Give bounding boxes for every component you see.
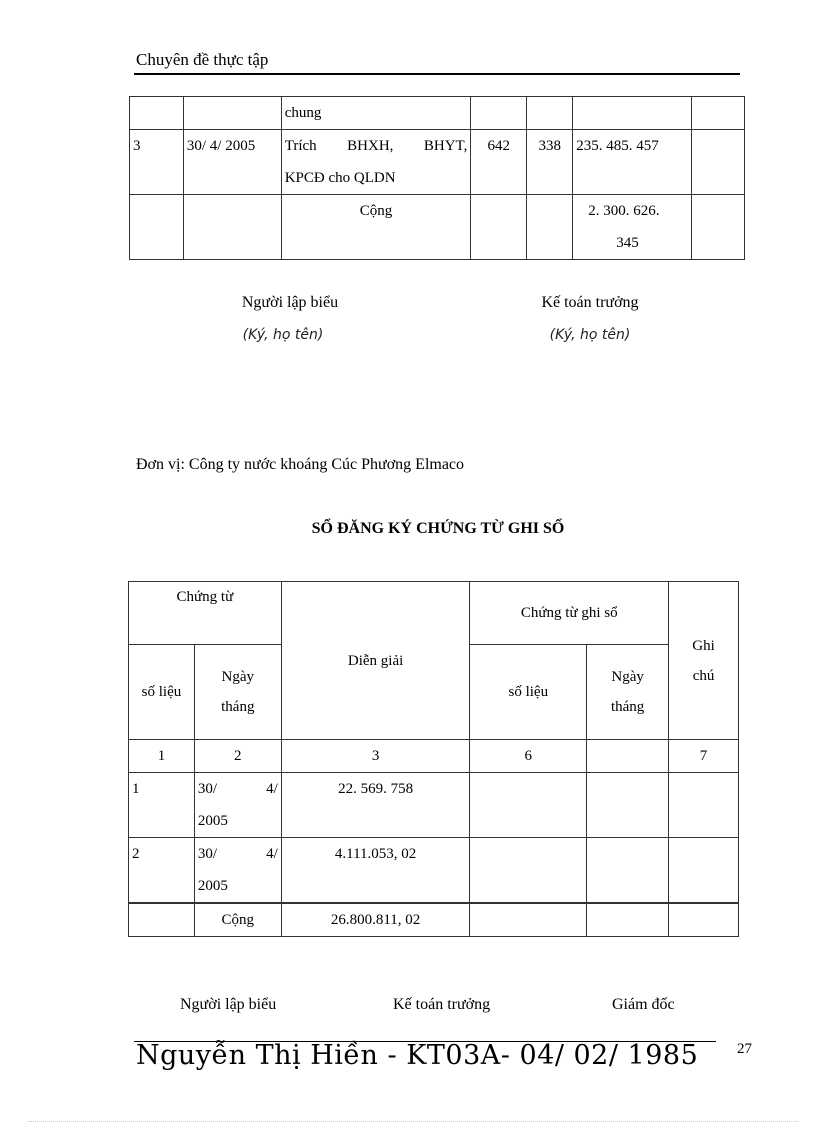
table-row bbox=[129, 773, 739, 838]
bottom-dotted-rule bbox=[28, 1121, 798, 1122]
ledger-table-continuation bbox=[129, 96, 745, 260]
header-note-line: Ghi bbox=[692, 637, 715, 654]
date-line bbox=[198, 773, 278, 805]
total-amount-line: 2. 300. 626. bbox=[588, 203, 660, 219]
voucher-register-table bbox=[128, 581, 739, 937]
header-row bbox=[129, 582, 739, 645]
cell-debit bbox=[471, 97, 527, 130]
column-number: 7 bbox=[669, 740, 739, 773]
cell-no bbox=[130, 195, 184, 260]
table-row bbox=[130, 130, 745, 195]
column-number: 1 bbox=[129, 740, 195, 773]
header-ledger-no: số liệu bbox=[470, 645, 587, 740]
header-ledger-date bbox=[587, 645, 669, 740]
date-part: 4/ bbox=[266, 781, 278, 797]
total-amount-line: 345 bbox=[616, 235, 639, 251]
column-number bbox=[587, 740, 669, 773]
cell-note bbox=[692, 195, 745, 260]
cell-note bbox=[692, 130, 745, 195]
cell-note bbox=[692, 97, 745, 130]
cell-no: 1 bbox=[129, 773, 195, 838]
signature-preparer-title: Người lập biểu bbox=[241, 294, 339, 311]
cell-empty bbox=[587, 904, 669, 937]
cell-note bbox=[669, 838, 739, 903]
column-number-row bbox=[129, 740, 739, 773]
date-part: 30/ bbox=[197, 781, 218, 797]
cell-date bbox=[183, 195, 281, 260]
cell-description: chung bbox=[281, 97, 471, 130]
description-line: KPCĐ cho QLDN bbox=[284, 170, 396, 186]
total-label: Cộng bbox=[194, 904, 281, 937]
cell-empty bbox=[669, 904, 739, 937]
footer-author: Nguyễn Thị Hiền - KT03A- 04/ 02/ 1985 bbox=[136, 1040, 699, 1071]
column-number: 2 bbox=[194, 740, 281, 773]
cell-no: 3 bbox=[130, 130, 184, 195]
table-row bbox=[130, 97, 745, 130]
total-label: Cộng bbox=[281, 195, 471, 260]
cell-credit bbox=[527, 195, 573, 260]
header-voucher-date bbox=[194, 645, 281, 740]
signature-chief-accountant: Kế toán trưởng bbox=[393, 996, 491, 1013]
column-number: 6 bbox=[470, 740, 587, 773]
date-year: 2005 bbox=[197, 878, 228, 894]
header-date-line: Ngày bbox=[611, 669, 644, 685]
register-title: SỔ ĐĂNG KÝ CHỨNG TỪ GHI SỔ bbox=[311, 520, 565, 537]
unit-line: Đơn vị: Công ty nước khoáng Cúc Phương Elmaco bbox=[136, 456, 465, 473]
signature-preparer: Người lập biểu bbox=[180, 996, 277, 1013]
cell-empty bbox=[470, 904, 587, 937]
signature-director: Giám đốc bbox=[612, 996, 675, 1013]
header-description: Diễn giải bbox=[281, 582, 470, 740]
table-total-row bbox=[130, 195, 745, 260]
header-date-line: tháng bbox=[610, 699, 645, 715]
cell-date: 30/ 4/ 2005 bbox=[183, 130, 281, 195]
cell-date bbox=[183, 97, 281, 130]
header-title: Chuyên đề thực tập bbox=[136, 50, 269, 69]
cell-credit bbox=[527, 97, 573, 130]
cell-ledger-date bbox=[587, 838, 669, 903]
column-number: 3 bbox=[281, 740, 470, 773]
cell-note bbox=[669, 773, 739, 838]
page-number: 27 bbox=[737, 1041, 752, 1057]
date-part: 30/ bbox=[197, 846, 218, 862]
cell-amount: 235. 485. 457 bbox=[573, 130, 692, 195]
date-part: 4/ bbox=[266, 846, 278, 862]
header-date-line: tháng bbox=[221, 699, 255, 715]
description-line: Trích BHXH, BHYT, bbox=[284, 138, 468, 154]
date-year: 2005 bbox=[197, 813, 228, 829]
cell-no bbox=[130, 97, 184, 130]
total-amount bbox=[573, 195, 692, 260]
header-date-line: Ngày bbox=[221, 669, 255, 685]
table-total-row bbox=[129, 904, 739, 937]
signature-preparer-sub: (Ký, họ tên) bbox=[242, 327, 324, 343]
cell-amount: 4.111.053, 02 bbox=[281, 838, 470, 903]
header-note-line: chú bbox=[692, 667, 715, 684]
cell-date bbox=[194, 838, 281, 903]
signature-accountant-title: Kế toán trưởng bbox=[541, 294, 639, 311]
cell-ledger-date bbox=[587, 773, 669, 838]
cell-debit bbox=[471, 195, 527, 260]
header-rule bbox=[134, 73, 740, 75]
cell-date bbox=[194, 773, 281, 838]
cell-credit: 338 bbox=[527, 130, 573, 195]
signature-accountant-sub: (Ký, họ tên) bbox=[549, 327, 631, 343]
header-voucher-no: số liệu bbox=[129, 645, 195, 740]
cell-debit: 642 bbox=[471, 130, 527, 195]
date-line bbox=[198, 838, 278, 870]
header-note bbox=[669, 582, 739, 740]
header-ledger-voucher: Chứng từ ghi sổ bbox=[470, 582, 669, 645]
cell-description bbox=[281, 130, 471, 195]
cell-ledger-no bbox=[470, 773, 587, 838]
total-amount: 26.800.811, 02 bbox=[281, 904, 470, 937]
cell-amount bbox=[573, 97, 692, 130]
header-voucher: Chứng từ bbox=[129, 582, 282, 645]
cell-amount: 22. 569. 758 bbox=[281, 773, 470, 838]
cell-ledger-no bbox=[470, 838, 587, 903]
cell-empty bbox=[129, 904, 195, 937]
cell-no: 2 bbox=[129, 838, 195, 903]
table-row bbox=[129, 838, 739, 903]
